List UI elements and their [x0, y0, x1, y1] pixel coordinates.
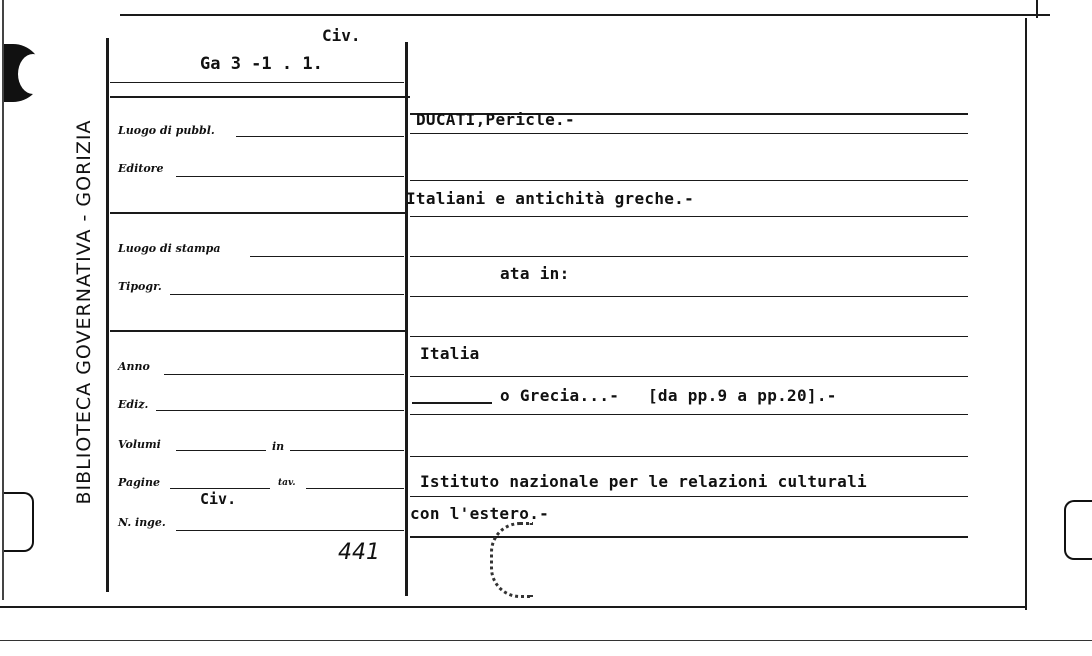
header-rule [110, 82, 404, 83]
label-tav: tav. [278, 478, 296, 488]
page-range: [da pp.9 a pp.20].- [648, 386, 837, 405]
rcol-rule-2 [410, 133, 968, 134]
label-volumi: Volumi [118, 438, 161, 451]
card-top-edge [120, 14, 1050, 16]
rcol-rule-11 [410, 496, 968, 497]
rcol-rule-7 [410, 336, 968, 337]
bottom-scan-line [0, 640, 1092, 641]
label-ediz: Ediz. [118, 398, 149, 411]
rcol-rule-9 [410, 414, 968, 415]
punch-hole-top-inner [18, 54, 48, 94]
rule-n-inge [176, 530, 404, 531]
header-rule-2 [110, 96, 410, 98]
rule-luogo-pubbl [236, 136, 404, 137]
rule-in [290, 450, 404, 451]
library-stamp-mark [490, 522, 533, 598]
punch-hole-right [1064, 500, 1092, 560]
rule-pagine [170, 488, 270, 489]
country: Italia [420, 344, 480, 363]
label-pagine: Pagine [118, 476, 160, 489]
rcol-rule-5 [410, 256, 968, 257]
inventory-number: 441 [338, 540, 380, 565]
shelfmark: Ga 3 -1 . 1. [200, 54, 323, 74]
rule-luogo-stampa [250, 256, 404, 257]
rcol-rule-4 [410, 216, 968, 217]
library-name-label: BIBLIOTECA GOVERNATIVA - GORIZIA [73, 119, 95, 505]
rcol-rule-3 [410, 180, 968, 181]
institute-line-2: con l'estero.- [410, 504, 550, 523]
rule-ediz [156, 410, 404, 411]
label-in: in [272, 440, 285, 453]
rule-tipogr [170, 294, 404, 295]
civ-stamp-small: Civ. [200, 490, 237, 508]
author: DUCATI,Pericle.- [416, 110, 575, 129]
label-tipogr: Tipogr. [118, 280, 162, 293]
published-in: ata in: [500, 264, 570, 283]
rule-tav [306, 488, 404, 489]
rcol-rule-8 [410, 376, 968, 377]
institute-line-1: Istituto nazionale per le relazioni culturali [420, 472, 867, 491]
rcol-rule-10 [410, 456, 968, 457]
left-vertical-rule [106, 38, 109, 592]
grecia-blank-rule [412, 402, 492, 404]
civ-header: Civ. [322, 26, 361, 45]
label-luogo-pubbl: Luogo di pubbl. [118, 124, 215, 137]
card-right-edge [1025, 18, 1027, 610]
section-rule-1 [110, 212, 406, 214]
middle-vertical-rule [405, 42, 408, 596]
section-rule-2 [110, 330, 406, 332]
grecia: o Grecia...- [500, 386, 620, 405]
punch-hole-bottom [4, 492, 34, 552]
rule-anno [164, 374, 404, 375]
right-scan-bracket [1036, 0, 1038, 18]
rule-volumi [176, 450, 266, 451]
rcol-rule-6 [410, 296, 968, 297]
label-anno: Anno [118, 360, 150, 373]
title: Italiani e antichità greche.- [406, 189, 695, 208]
rule-editore [176, 176, 404, 177]
label-n-inge: N. inge. [118, 516, 166, 529]
label-editore: Editore [118, 162, 164, 175]
card-bottom-edge [0, 606, 1025, 608]
label-luogo-stampa: Luogo di stampa [118, 242, 221, 255]
